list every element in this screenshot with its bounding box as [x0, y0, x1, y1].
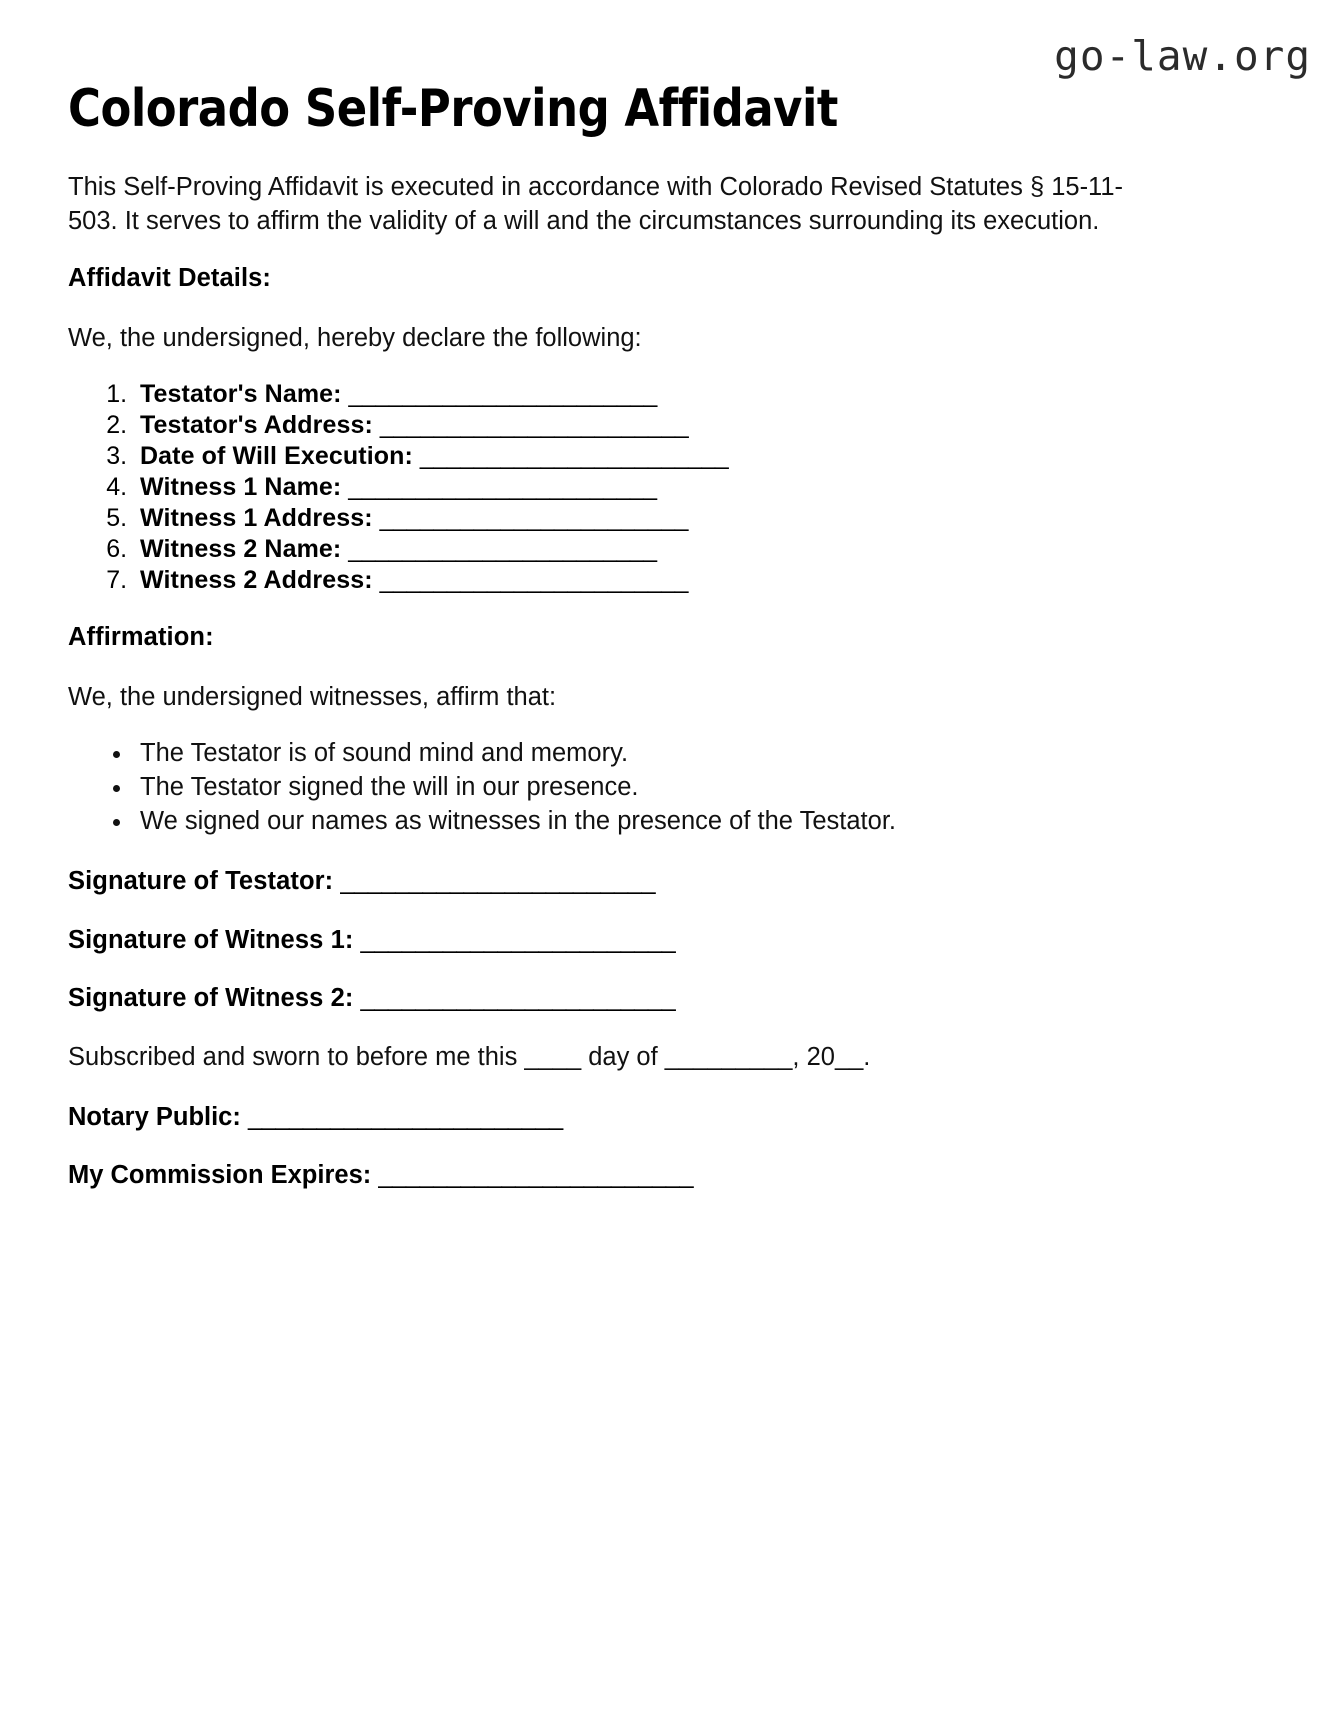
affidavit-details-list [68, 380, 1150, 595]
affirmation-lead-text: We, the undersigned witnesses, affirm that: [68, 682, 557, 711]
list-item [134, 442, 1150, 471]
list-item: • We signed our names as witnesses in the presence of the Testator. [134, 806, 1150, 836]
list-item [134, 411, 1150, 440]
list-item [134, 504, 1150, 533]
field-label: Witness 2 Name: [140, 534, 342, 563]
notary-public-row [68, 1102, 1150, 1133]
notary-public-label: Notary Public: [68, 1102, 241, 1131]
field-label: Witness 1 Address: [140, 503, 373, 532]
signature-witness2-blank[interactable]: _______________________ [360, 984, 676, 1013]
signature-witness2-label: Signature of Witness 2: [68, 984, 354, 1013]
list-item: • The Testator is of sound mind and memory. [134, 738, 1150, 768]
signature-testator-label: Signature of Testator: [68, 867, 334, 896]
affirmation-heading: Affirmation: [68, 622, 214, 651]
signature-witness1-label: Signature of Witness 1: [68, 925, 354, 954]
affirmation-list [68, 738, 1150, 836]
fill-in-blank[interactable]: _______________________ [348, 379, 657, 408]
subscribed-and-sworn-text: Subscribed and sworn to before me this ____ day of _________, 20__. [68, 1042, 871, 1071]
list-item: • The Testator signed the will in our presence. [134, 772, 1150, 802]
field-label: Witness 1 Name: [140, 472, 342, 501]
commission-expires-label: My Commission Expires: [68, 1161, 372, 1190]
page-title: Colorado Self-Proving Affidavit [68, 79, 838, 139]
signature-witness1-blank[interactable]: _______________________ [360, 925, 676, 954]
list-item [134, 380, 1150, 409]
field-label: Testator's Address: [140, 410, 373, 439]
fill-in-blank[interactable]: _______________________ [419, 441, 729, 470]
fill-in-blank[interactable]: _______________________ [379, 410, 689, 439]
field-label: Witness 2 Address: [140, 565, 373, 594]
affidavit-details-heading: Affidavit Details: [68, 264, 271, 293]
document-body [68, 170, 1150, 1219]
field-label: Testator's Name: [140, 379, 342, 408]
fill-in-blank[interactable]: _______________________ [379, 503, 688, 532]
list-item [134, 566, 1150, 595]
signature-testator-row [68, 866, 1150, 897]
signature-testator-blank[interactable]: _______________________ [340, 867, 656, 896]
commission-expires-blank[interactable]: _______________________ [378, 1161, 694, 1190]
site-watermark: go-law.org [1054, 32, 1311, 80]
notary-public-blank[interactable]: _______________________ [247, 1102, 563, 1131]
list-item [134, 535, 1150, 564]
fill-in-blank[interactable]: _______________________ [379, 565, 688, 594]
fill-in-blank[interactable]: _______________________ [348, 472, 657, 501]
fill-in-blank[interactable]: _______________________ [348, 534, 657, 563]
details-lead-text: We, the undersigned, hereby declare the following: [68, 324, 642, 353]
signature-witness1-row [68, 925, 1150, 956]
signature-witness2-row [68, 983, 1150, 1014]
field-label: Date of Will Execution: [140, 441, 413, 470]
list-item [134, 473, 1150, 502]
commission-expires-row [68, 1160, 1150, 1191]
intro-paragraph: This Self-Proving Affidavit is executed in accordance with Colorado Revised Statutes § 15-11-503. It serves to affirm the validity of a will and the circumstances surrounding its execution. [68, 173, 1124, 236]
